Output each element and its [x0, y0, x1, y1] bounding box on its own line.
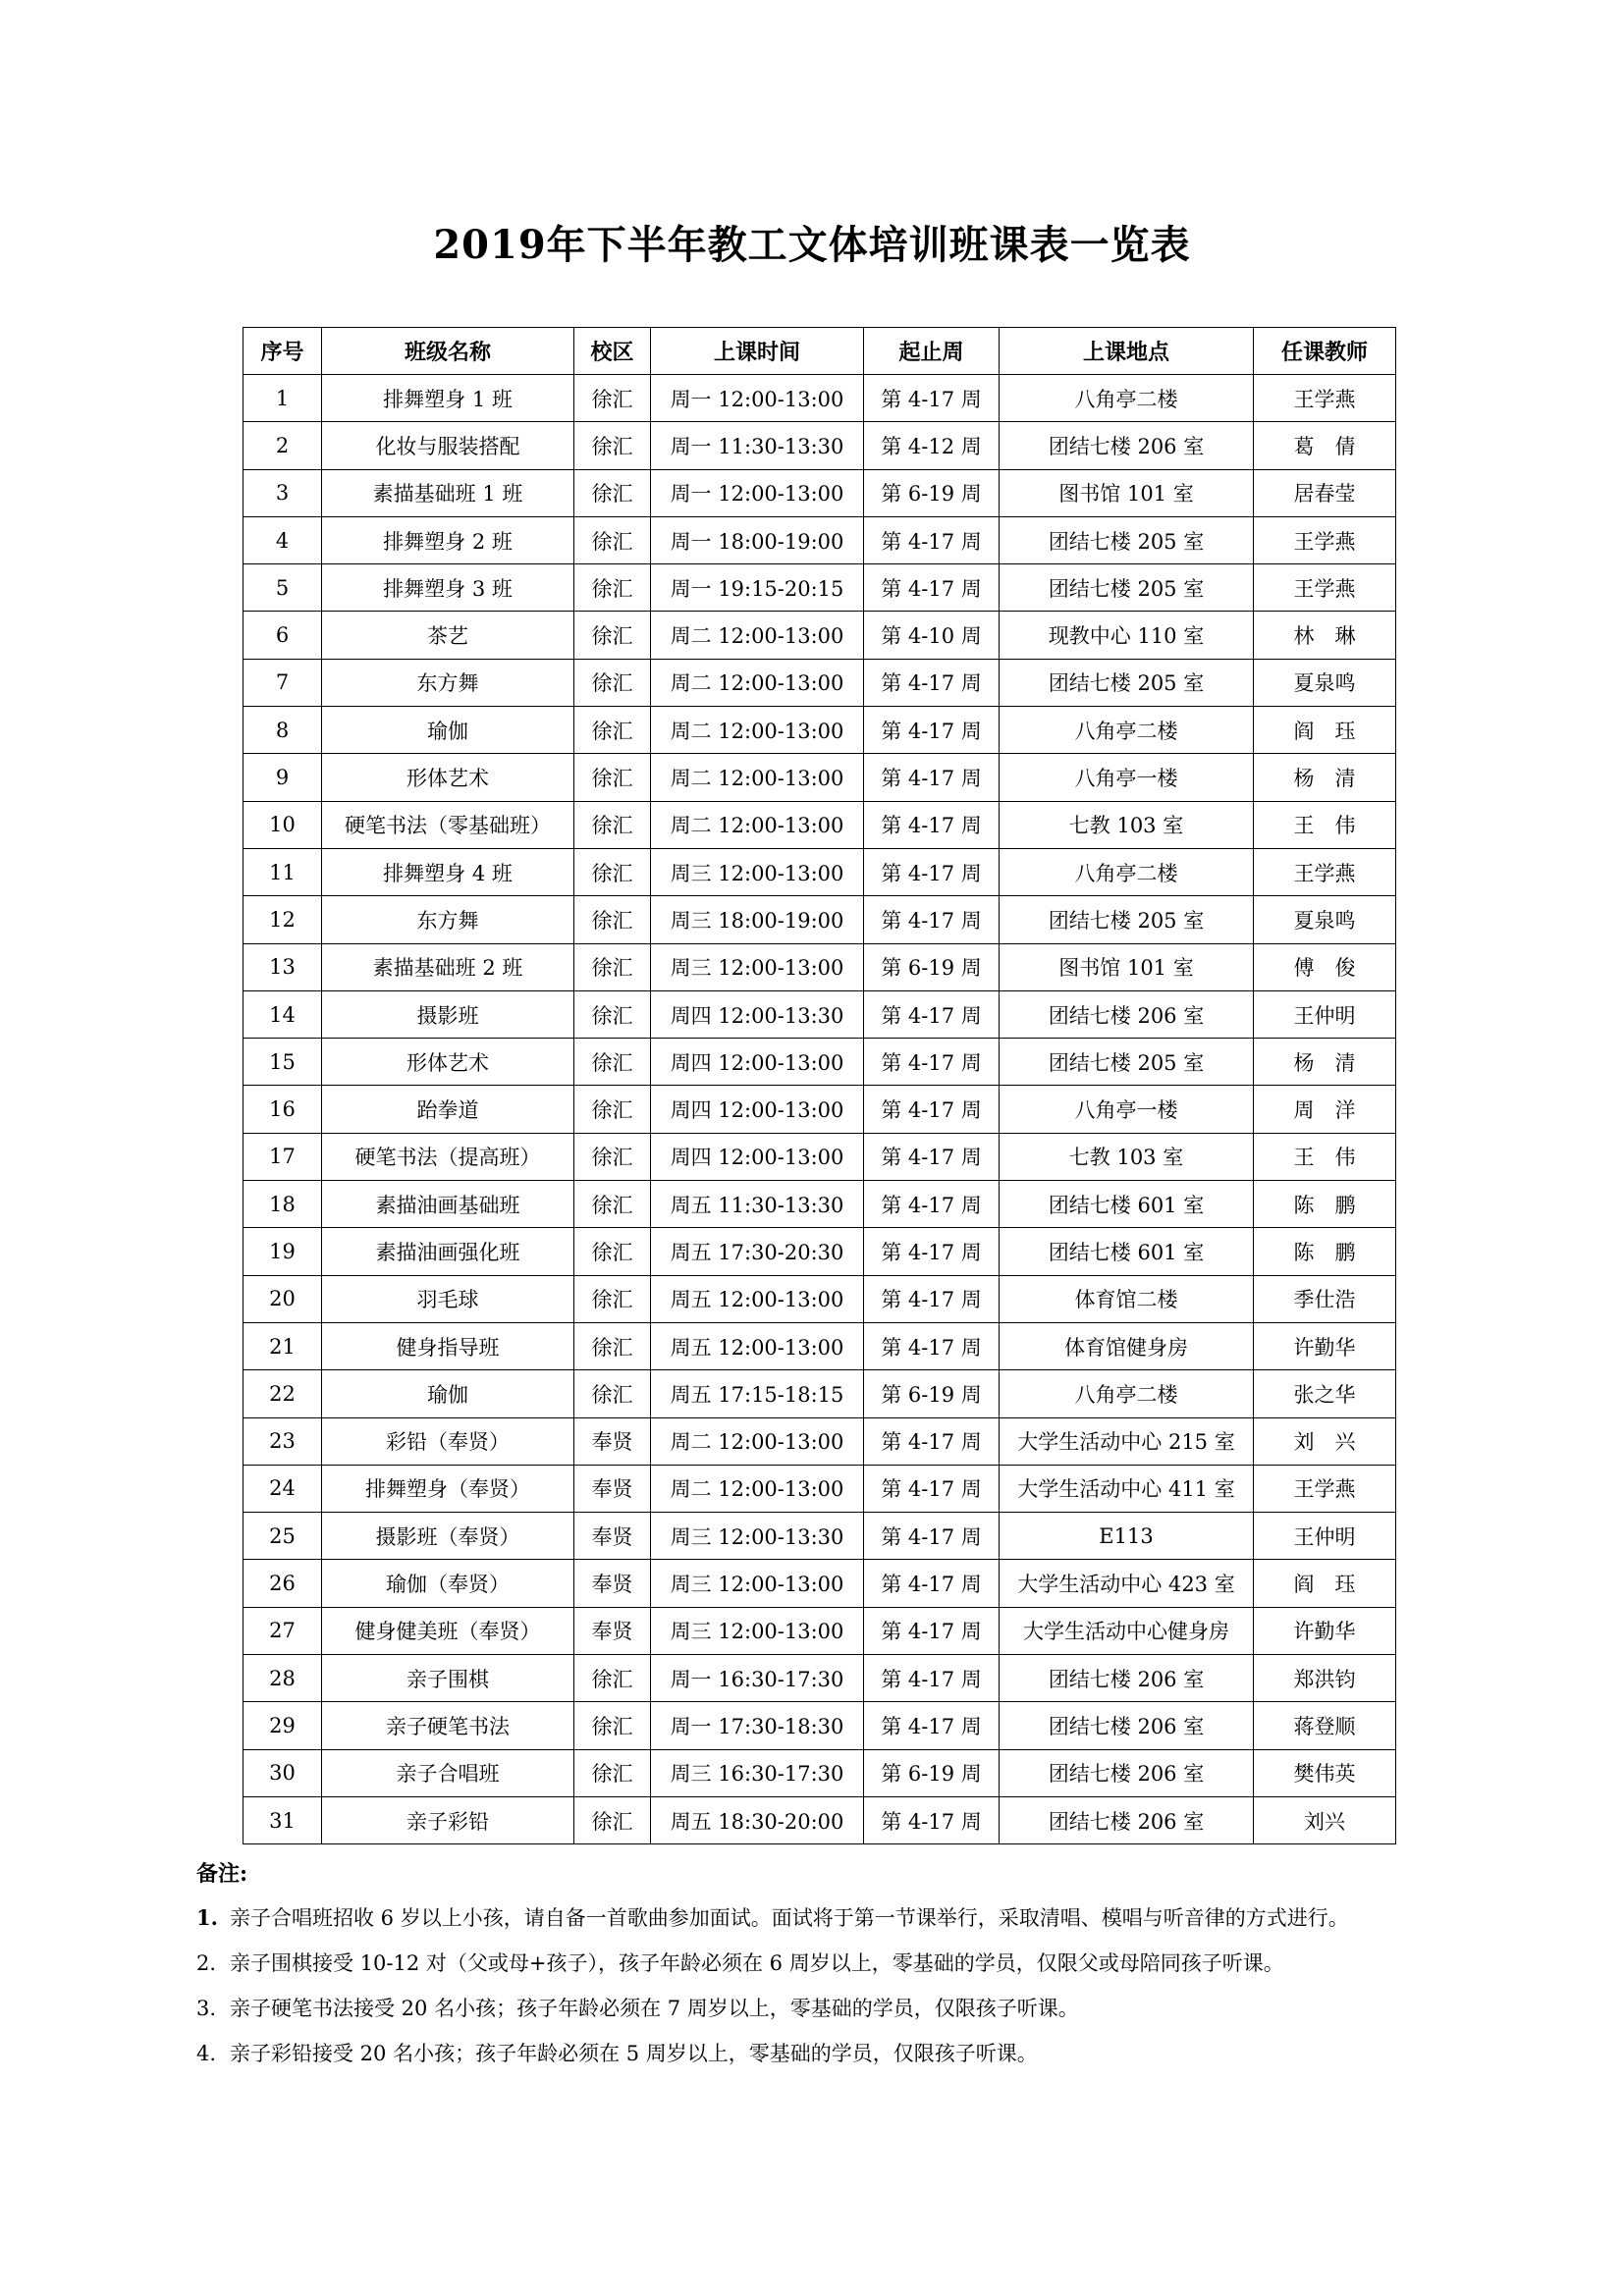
cell-teacher: 王 伟 — [1254, 1133, 1396, 1180]
cell-weeks: 第 4-17 周 — [864, 1607, 1000, 1654]
table-row — [244, 1370, 1396, 1417]
table-header-row — [244, 328, 1396, 375]
cell-index: 18 — [244, 1181, 322, 1228]
table-row — [244, 1702, 1396, 1749]
cell-class-name: 形体艺术 — [322, 754, 574, 801]
cell-index: 1 — [244, 375, 322, 422]
cell-location: 大学生活动中心 411 室 — [1000, 1465, 1254, 1512]
cell-location: 团结七楼 206 室 — [1000, 1655, 1254, 1702]
note-number: 3. — [196, 1997, 217, 2020]
cell-weeks: 第 4-17 周 — [864, 1039, 1000, 1086]
cell-location: 团结七楼 205 室 — [1000, 896, 1254, 943]
table-row — [244, 1607, 1396, 1654]
cell-campus: 徐汇 — [574, 1702, 651, 1749]
cell-location: 团结七楼 205 室 — [1000, 1039, 1254, 1086]
cell-time: 周五 17:15-18:15 — [651, 1370, 864, 1417]
cell-time: 周一 12:00-13:00 — [651, 469, 864, 516]
cell-time: 周一 17:30-18:30 — [651, 1702, 864, 1749]
cell-class-name: 形体艺术 — [322, 1039, 574, 1086]
cell-teacher: 王学燕 — [1254, 1465, 1396, 1512]
table-row — [244, 1086, 1396, 1133]
cell-index: 5 — [244, 564, 322, 612]
cell-time: 周一 19:15-20:15 — [651, 564, 864, 612]
cell-campus: 徐汇 — [574, 612, 651, 659]
cell-time: 周二 12:00-13:00 — [651, 1465, 864, 1512]
cell-teacher: 王学燕 — [1254, 375, 1396, 422]
note-number: 1. — [196, 1905, 218, 1930]
cell-weeks: 第 4-17 周 — [864, 1513, 1000, 1560]
cell-teacher: 居春莹 — [1254, 469, 1396, 516]
cell-time: 周三 12:00-13:00 — [651, 943, 864, 990]
cell-teacher: 陈 鹏 — [1254, 1181, 1396, 1228]
cell-index: 22 — [244, 1370, 322, 1417]
cell-time: 周三 12:00-13:00 — [651, 1607, 864, 1654]
cell-time: 周三 12:00-13:30 — [651, 1513, 864, 1560]
cell-time: 周四 12:00-13:00 — [651, 1086, 864, 1133]
cell-weeks: 第 4-17 周 — [864, 564, 1000, 612]
table-row — [244, 422, 1396, 469]
header-teacher: 任课教师 — [1254, 328, 1396, 375]
cell-class-name: 亲子围棋 — [322, 1655, 574, 1702]
cell-location: 团结七楼 206 室 — [1000, 990, 1254, 1038]
cell-location: 团结七楼 205 室 — [1000, 659, 1254, 706]
cell-class-name: 硬笔书法（零基础班） — [322, 801, 574, 848]
notes-section — [196, 1857, 1463, 2084]
cell-location: E113 — [1000, 1513, 1254, 1560]
cell-teacher: 张之华 — [1254, 1370, 1396, 1417]
cell-campus: 徐汇 — [574, 1181, 651, 1228]
cell-time: 周三 12:00-13:00 — [651, 848, 864, 895]
header-campus: 校区 — [574, 328, 651, 375]
cell-class-name: 亲子硬笔书法 — [322, 1702, 574, 1749]
cell-index: 16 — [244, 1086, 322, 1133]
table-row — [244, 516, 1396, 563]
cell-class-name: 素描油画强化班 — [322, 1228, 574, 1275]
cell-location: 八角亭一楼 — [1000, 1086, 1254, 1133]
cell-weeks: 第 4-17 周 — [864, 516, 1000, 563]
cell-teacher: 杨 清 — [1254, 754, 1396, 801]
cell-location: 团结七楼 206 室 — [1000, 1796, 1254, 1843]
cell-campus: 奉贤 — [574, 1607, 651, 1654]
header-index: 序号 — [244, 328, 322, 375]
cell-time: 周五 18:30-20:00 — [651, 1796, 864, 1843]
cell-teacher: 季仕浩 — [1254, 1275, 1396, 1322]
cell-weeks: 第 6-19 周 — [864, 943, 1000, 990]
cell-location: 七教 103 室 — [1000, 801, 1254, 848]
cell-index: 28 — [244, 1655, 322, 1702]
cell-location: 大学生活动中心 215 室 — [1000, 1417, 1254, 1465]
cell-index: 11 — [244, 848, 322, 895]
cell-class-name: 亲子彩铅 — [322, 1796, 574, 1843]
cell-class-name: 排舞塑身 2 班 — [322, 516, 574, 563]
cell-time: 周一 16:30-17:30 — [651, 1655, 864, 1702]
cell-index: 26 — [244, 1560, 322, 1607]
cell-teacher: 夏泉鸣 — [1254, 896, 1396, 943]
note-number: 2. — [196, 1951, 217, 1975]
table-row — [244, 564, 1396, 612]
cell-index: 25 — [244, 1513, 322, 1560]
cell-weeks: 第 4-17 周 — [864, 848, 1000, 895]
cell-teacher: 王学燕 — [1254, 848, 1396, 895]
cell-location: 体育馆健身房 — [1000, 1322, 1254, 1369]
table-row — [244, 1560, 1396, 1607]
notes-heading: 备注: — [196, 1861, 248, 1887]
cell-weeks: 第 4-17 周 — [864, 896, 1000, 943]
cell-location: 七教 103 室 — [1000, 1133, 1254, 1180]
cell-weeks: 第 4-17 周 — [864, 1086, 1000, 1133]
cell-teacher: 王学燕 — [1254, 516, 1396, 563]
cell-weeks: 第 4-17 周 — [864, 707, 1000, 754]
cell-time: 周四 12:00-13:30 — [651, 990, 864, 1038]
table-row — [244, 659, 1396, 706]
cell-campus: 徐汇 — [574, 707, 651, 754]
cell-index: 15 — [244, 1039, 322, 1086]
cell-location: 大学生活动中心 423 室 — [1000, 1560, 1254, 1607]
cell-index: 8 — [244, 707, 322, 754]
cell-location: 图书馆 101 室 — [1000, 469, 1254, 516]
cell-campus: 徐汇 — [574, 422, 651, 469]
cell-campus: 徐汇 — [574, 754, 651, 801]
cell-weeks: 第 4-17 周 — [864, 375, 1000, 422]
table-row — [244, 1417, 1396, 1465]
cell-weeks: 第 4-17 周 — [864, 1228, 1000, 1275]
cell-index: 27 — [244, 1607, 322, 1654]
cell-index: 29 — [244, 1702, 322, 1749]
table-row — [244, 1133, 1396, 1180]
cell-campus: 徐汇 — [574, 1275, 651, 1322]
table-row — [244, 943, 1396, 990]
cell-weeks: 第 4-17 周 — [864, 1275, 1000, 1322]
note-text: 亲子彩铅接受 20 名小孩；孩子年龄必须在 5 周岁以上，零基础的学员，仅限孩子听课。 — [230, 2042, 1038, 2065]
cell-location: 团结七楼 205 室 — [1000, 516, 1254, 563]
table-row — [244, 1749, 1396, 1796]
cell-campus: 徐汇 — [574, 1228, 651, 1275]
cell-index: 21 — [244, 1322, 322, 1369]
cell-campus: 奉贤 — [574, 1465, 651, 1512]
cell-campus: 徐汇 — [574, 659, 651, 706]
cell-location: 八角亭二楼 — [1000, 1370, 1254, 1417]
table-row — [244, 375, 1396, 422]
cell-teacher: 许勤华 — [1254, 1607, 1396, 1654]
cell-class-name: 瑜伽 — [322, 1370, 574, 1417]
table-row — [244, 1228, 1396, 1275]
cell-campus: 徐汇 — [574, 1655, 651, 1702]
cell-weeks: 第 6-19 周 — [864, 469, 1000, 516]
header-weeks: 起止周 — [864, 328, 1000, 375]
cell-index: 13 — [244, 943, 322, 990]
cell-class-name: 硬笔书法（提高班） — [322, 1133, 574, 1180]
cell-class-name: 排舞塑身 1 班 — [322, 375, 574, 422]
cell-time: 周二 12:00-13:00 — [651, 707, 864, 754]
cell-campus: 徐汇 — [574, 1133, 651, 1180]
cell-location: 八角亭一楼 — [1000, 754, 1254, 801]
cell-class-name: 素描基础班 2 班 — [322, 943, 574, 990]
cell-time: 周四 12:00-13:00 — [651, 1039, 864, 1086]
cell-campus: 奉贤 — [574, 1513, 651, 1560]
cell-campus: 徐汇 — [574, 943, 651, 990]
cell-weeks: 第 4-17 周 — [864, 990, 1000, 1038]
cell-teacher: 夏泉鸣 — [1254, 659, 1396, 706]
cell-time: 周二 12:00-13:00 — [651, 1417, 864, 1465]
cell-time: 周五 17:30-20:30 — [651, 1228, 864, 1275]
cell-campus: 徐汇 — [574, 1322, 651, 1369]
cell-teacher: 王仲明 — [1254, 1513, 1396, 1560]
cell-index: 2 — [244, 422, 322, 469]
cell-class-name: 瑜伽 — [322, 707, 574, 754]
cell-class-name: 排舞塑身（奉贤） — [322, 1465, 574, 1512]
note-item — [196, 2039, 1463, 2084]
cell-teacher: 王学燕 — [1254, 564, 1396, 612]
cell-index: 20 — [244, 1275, 322, 1322]
cell-teacher: 周 洋 — [1254, 1086, 1396, 1133]
cell-campus: 徐汇 — [574, 801, 651, 848]
cell-location: 团结七楼 601 室 — [1000, 1181, 1254, 1228]
table-row — [244, 896, 1396, 943]
cell-campus: 徐汇 — [574, 896, 651, 943]
cell-class-name: 亲子合唱班 — [322, 1749, 574, 1796]
cell-time: 周五 12:00-13:00 — [651, 1275, 864, 1322]
schedule-table — [243, 327, 1396, 1844]
cell-class-name: 彩铅（奉贤） — [322, 1417, 574, 1465]
cell-location: 图书馆 101 室 — [1000, 943, 1254, 990]
cell-time: 周一 18:00-19:00 — [651, 516, 864, 563]
cell-weeks: 第 4-17 周 — [864, 659, 1000, 706]
note-number: 4. — [196, 2042, 217, 2065]
table-row — [244, 754, 1396, 801]
cell-index: 31 — [244, 1796, 322, 1843]
cell-teacher: 林 琳 — [1254, 612, 1396, 659]
header-location: 上课地点 — [1000, 328, 1254, 375]
cell-index: 19 — [244, 1228, 322, 1275]
cell-index: 6 — [244, 612, 322, 659]
cell-teacher: 王 伟 — [1254, 801, 1396, 848]
cell-weeks: 第 4-17 周 — [864, 1796, 1000, 1843]
cell-campus: 徐汇 — [574, 990, 651, 1038]
cell-teacher: 王仲明 — [1254, 990, 1396, 1038]
cell-weeks: 第 4-17 周 — [864, 1417, 1000, 1465]
cell-class-name: 东方舞 — [322, 659, 574, 706]
table-row — [244, 801, 1396, 848]
cell-weeks: 第 4-12 周 — [864, 422, 1000, 469]
cell-time: 周五 11:30-13:30 — [651, 1181, 864, 1228]
cell-time: 周二 12:00-13:00 — [651, 612, 864, 659]
cell-weeks: 第 4-17 周 — [864, 754, 1000, 801]
cell-teacher: 陈 鹏 — [1254, 1228, 1396, 1275]
cell-campus: 徐汇 — [574, 1749, 651, 1796]
cell-teacher: 郑洪钧 — [1254, 1655, 1396, 1702]
cell-time: 周三 18:00-19:00 — [651, 896, 864, 943]
cell-campus: 徐汇 — [574, 848, 651, 895]
cell-location: 八角亭二楼 — [1000, 848, 1254, 895]
cell-index: 24 — [244, 1465, 322, 1512]
cell-teacher: 杨 清 — [1254, 1039, 1396, 1086]
cell-class-name: 羽毛球 — [322, 1275, 574, 1322]
cell-weeks: 第 4-17 周 — [864, 801, 1000, 848]
cell-index: 12 — [244, 896, 322, 943]
table-row — [244, 1796, 1396, 1843]
cell-weeks: 第 4-17 周 — [864, 1702, 1000, 1749]
table-row — [244, 990, 1396, 1038]
cell-class-name: 健身指导班 — [322, 1322, 574, 1369]
cell-class-name: 摄影班 — [322, 990, 574, 1038]
cell-weeks: 第 4-17 周 — [864, 1322, 1000, 1369]
cell-teacher: 许勤华 — [1254, 1322, 1396, 1369]
cell-campus: 徐汇 — [574, 1370, 651, 1417]
table-body — [244, 375, 1396, 1844]
cell-weeks: 第 6-19 周 — [864, 1749, 1000, 1796]
cell-campus: 徐汇 — [574, 564, 651, 612]
cell-location: 大学生活动中心健身房 — [1000, 1607, 1254, 1654]
cell-teacher: 樊伟英 — [1254, 1749, 1396, 1796]
cell-class-name: 健身健美班（奉贤） — [322, 1607, 574, 1654]
cell-weeks: 第 4-17 周 — [864, 1465, 1000, 1512]
table-row — [244, 1181, 1396, 1228]
note-item — [196, 1994, 1463, 2039]
table-row — [244, 1513, 1396, 1560]
cell-index: 14 — [244, 990, 322, 1038]
cell-weeks: 第 4-17 周 — [864, 1133, 1000, 1180]
cell-time: 周二 12:00-13:00 — [651, 659, 864, 706]
table-row — [244, 1465, 1396, 1512]
note-text: 亲子硬笔书法接受 20 名小孩；孩子年龄必须在 7 周岁以上，零基础的学员，仅限孩子听课。 — [230, 1997, 1079, 2020]
cell-index: 7 — [244, 659, 322, 706]
cell-campus: 徐汇 — [574, 1086, 651, 1133]
cell-class-name: 瑜伽（奉贤） — [322, 1560, 574, 1607]
cell-class-name: 茶艺 — [322, 612, 574, 659]
cell-class-name: 排舞塑身 4 班 — [322, 848, 574, 895]
cell-weeks: 第 4-17 周 — [864, 1181, 1000, 1228]
table-row — [244, 1275, 1396, 1322]
note-item — [196, 1903, 1463, 1949]
header-class-name: 班级名称 — [322, 328, 574, 375]
cell-class-name: 东方舞 — [322, 896, 574, 943]
cell-location: 团结七楼 601 室 — [1000, 1228, 1254, 1275]
cell-teacher: 蒋登顺 — [1254, 1702, 1396, 1749]
cell-location: 八角亭二楼 — [1000, 707, 1254, 754]
cell-teacher: 阎 珏 — [1254, 707, 1396, 754]
table-row — [244, 1655, 1396, 1702]
cell-location: 现教中心 110 室 — [1000, 612, 1254, 659]
table-row — [244, 1322, 1396, 1369]
cell-weeks: 第 6-19 周 — [864, 1370, 1000, 1417]
table-row — [244, 848, 1396, 895]
cell-time: 周三 12:00-13:00 — [651, 1560, 864, 1607]
cell-time: 周一 11:30-13:30 — [651, 422, 864, 469]
cell-campus: 徐汇 — [574, 469, 651, 516]
cell-campus: 徐汇 — [574, 375, 651, 422]
note-text: 亲子围棋接受 10-12 对（父或母+孩子），孩子年龄必须在 6 周岁以上，零基础的学员，仅限父或母陪同孩子听课。 — [230, 1951, 1284, 1975]
cell-location: 团结七楼 206 室 — [1000, 422, 1254, 469]
cell-class-name: 跆拳道 — [322, 1086, 574, 1133]
cell-index: 10 — [244, 801, 322, 848]
cell-teacher: 刘兴 — [1254, 1796, 1396, 1843]
cell-location: 体育馆二楼 — [1000, 1275, 1254, 1322]
cell-class-name: 素描基础班 1 班 — [322, 469, 574, 516]
cell-teacher: 刘 兴 — [1254, 1417, 1396, 1465]
cell-location: 团结七楼 206 室 — [1000, 1702, 1254, 1749]
cell-weeks: 第 4-17 周 — [864, 1655, 1000, 1702]
header-time: 上课时间 — [651, 328, 864, 375]
note-text: 亲子合唱班招收 6 岁以上小孩，请自备一首歌曲参加面试。面试将于第一节课举行，采取清唱、模唱与听音律的方式进行。 — [230, 1906, 1349, 1930]
cell-index: 17 — [244, 1133, 322, 1180]
cell-class-name: 素描油画基础班 — [322, 1181, 574, 1228]
table-row — [244, 1039, 1396, 1086]
cell-location: 团结七楼 205 室 — [1000, 564, 1254, 612]
cell-teacher: 阎 珏 — [1254, 1560, 1396, 1607]
note-item — [196, 1949, 1463, 1994]
cell-class-name: 排舞塑身 3 班 — [322, 564, 574, 612]
cell-index: 4 — [244, 516, 322, 563]
cell-time: 周二 12:00-13:00 — [651, 801, 864, 848]
cell-location: 八角亭二楼 — [1000, 375, 1254, 422]
table-row — [244, 707, 1396, 754]
cell-time: 周三 16:30-17:30 — [651, 1749, 864, 1796]
cell-time: 周四 12:00-13:00 — [651, 1133, 864, 1180]
cell-weeks: 第 4-17 周 — [864, 1560, 1000, 1607]
cell-time: 周二 12:00-13:00 — [651, 754, 864, 801]
cell-index: 9 — [244, 754, 322, 801]
cell-campus: 徐汇 — [574, 516, 651, 563]
table-row — [244, 469, 1396, 516]
cell-campus: 徐汇 — [574, 1039, 651, 1086]
table-row — [244, 612, 1396, 659]
cell-weeks: 第 4-10 周 — [864, 612, 1000, 659]
cell-class-name: 摄影班（奉贤） — [322, 1513, 574, 1560]
cell-class-name: 化妆与服装搭配 — [322, 422, 574, 469]
cell-index: 30 — [244, 1749, 322, 1796]
cell-index: 3 — [244, 469, 322, 516]
cell-index: 23 — [244, 1417, 322, 1465]
cell-teacher: 葛 倩 — [1254, 422, 1396, 469]
cell-campus: 徐汇 — [574, 1796, 651, 1843]
cell-time: 周一 12:00-13:00 — [651, 375, 864, 422]
cell-campus: 奉贤 — [574, 1560, 651, 1607]
cell-time: 周五 12:00-13:00 — [651, 1322, 864, 1369]
cell-teacher: 傅 俊 — [1254, 943, 1396, 990]
page-title: 2019年下半年教工文体培训班课表一览表 — [433, 222, 1191, 268]
cell-location: 团结七楼 206 室 — [1000, 1749, 1254, 1796]
cell-campus: 奉贤 — [574, 1417, 651, 1465]
